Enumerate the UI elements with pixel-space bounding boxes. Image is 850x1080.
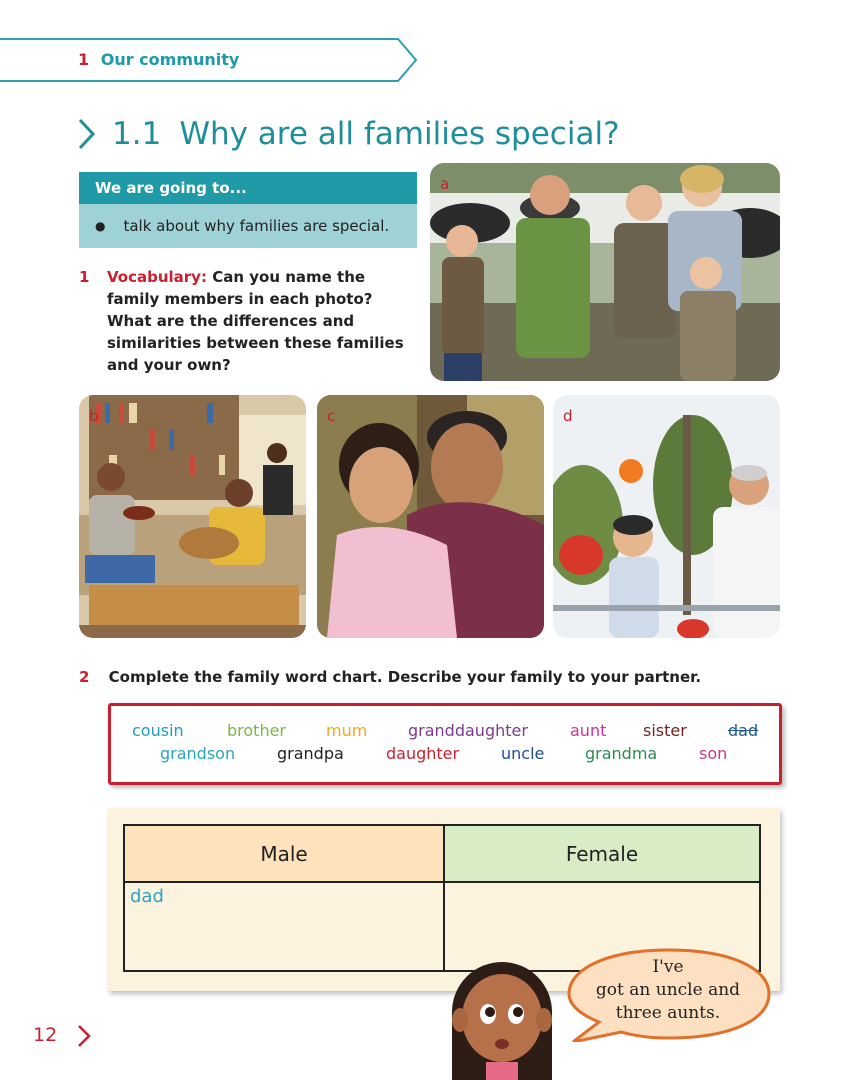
word-dad: dad	[728, 721, 759, 740]
question-text: Complete the family word chart. Describe your family to your partner.	[108, 668, 702, 686]
unit-title: Our community	[100, 50, 240, 69]
question-number: 1	[79, 268, 90, 286]
female-column-header: Female	[445, 826, 759, 883]
photo-c-grandmother-and-girl	[317, 395, 544, 638]
word-grandpa: grandpa	[277, 744, 344, 763]
word-cousin: cousin	[132, 721, 184, 740]
photo-a-farm-family	[430, 163, 780, 381]
unit-number: 1	[78, 50, 90, 69]
question-text: Can you name the family members in each photo? What are the differences and similarities between these families and your own?	[107, 268, 404, 374]
male-column-header: Male	[125, 826, 445, 883]
word-aunt: aunt	[570, 721, 607, 740]
word-grandson: grandson	[160, 744, 236, 763]
word-brother: brother	[227, 721, 287, 740]
word-son: son	[699, 744, 728, 763]
question-number: 2	[79, 668, 90, 686]
word-daughter: daughter	[386, 744, 460, 763]
goals-list	[79, 204, 417, 248]
unit-label	[78, 50, 239, 69]
photo-d-ping-pong	[553, 395, 780, 638]
next-page-chevron-icon[interactable]	[76, 1024, 92, 1048]
column-divider	[443, 883, 445, 970]
chevron-right-icon	[76, 116, 98, 152]
lesson-title: Why are all families special?	[179, 116, 620, 152]
lesson-title-row	[76, 112, 620, 156]
word-sister: sister	[643, 721, 687, 740]
question-1	[79, 266, 419, 376]
word-box	[108, 703, 782, 785]
lesson-number: 1.1	[112, 116, 162, 152]
girl-illustration	[440, 960, 564, 1080]
photo-label-c: c	[327, 407, 336, 425]
photo-label-b: b	[89, 407, 99, 425]
word-grandma: grandma	[585, 744, 658, 763]
photo-label-d: d	[563, 407, 573, 425]
speech-bubble-text: I've got an uncle and three aunts.	[595, 957, 741, 1023]
male-entry[interactable]: dad	[130, 886, 164, 907]
goals-heading: We are going to...	[79, 172, 417, 204]
page-number: 12	[33, 1024, 58, 1046]
bullet-icon: ●	[95, 219, 106, 233]
word-granddaughter: granddaughter	[408, 721, 528, 740]
word-mum: mum	[326, 721, 368, 740]
question-2	[79, 668, 701, 686]
goals-box	[79, 172, 417, 248]
photo-b-music-family	[79, 395, 306, 638]
question-keyword: Vocabulary:	[107, 268, 207, 286]
goal-item: talk about why families are special.	[123, 217, 390, 235]
word-uncle: uncle	[501, 744, 545, 763]
photo-label-a: a	[440, 175, 450, 193]
